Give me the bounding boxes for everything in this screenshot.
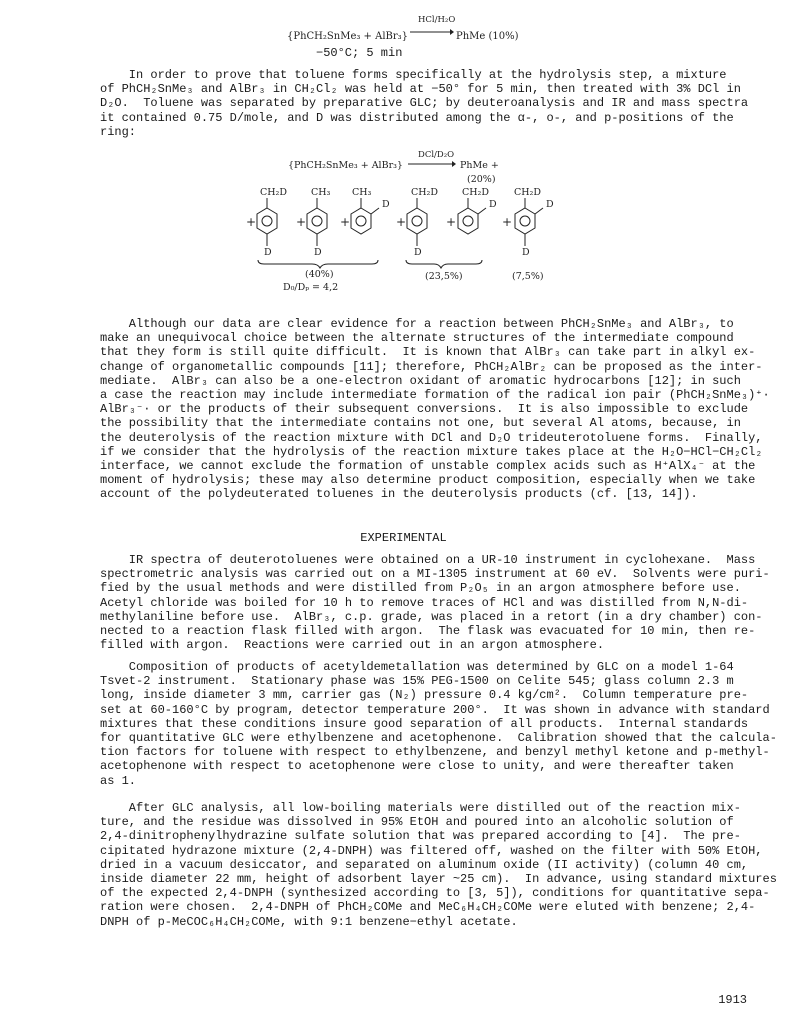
plus-3: + bbox=[340, 215, 351, 229]
ring6-para-d: D bbox=[522, 247, 530, 258]
substituent-1: CH₂D bbox=[260, 187, 287, 198]
eq2-yield: (20%) bbox=[467, 174, 496, 185]
substituent-6: CH₂D bbox=[514, 187, 541, 198]
group1-ratio: D₀/Dₚ = 4,2 bbox=[283, 282, 339, 293]
plus-4: + bbox=[396, 215, 407, 229]
eq1-reactant: {PhCH₂SnMe₃ + AlBr₃} bbox=[287, 31, 409, 42]
ring6-ortho-d: D bbox=[546, 199, 554, 210]
paragraph-5: After GLC analysis, all low-boiling materials were distilled out of the reaction mix- ture, and the residue was dissolved in 95% EtOH and poured into an alcoholic solution of 2,4-dinitrophenylhydrazine sulfate solution that was prepared according to [4]. The pre- cipitated hydrazone mixture (2,4-DNPH) was filtered off, washed on the filter with 50% EtOH, dried in a vacuum desiccator, and separated on aluminum oxide (II activity) (column 40 cm, inside diameter 22 mm, height of adsorbent layer ~25 cm). In advance, using standard mixtures of the expected 2,4-DNPH (synthesized according to [3, 5]), conditions for quantitative sepa- ration were chosen. 2,4-DNPH of PhCH₂COMe and MeC₆H₄CH₂COMe were eluted with benzene; 2,4- DNPH of p-MeCOC₆H₄CH₂COMe, with 9:1 benzene−ethyl acetate. bbox=[100, 801, 777, 929]
group-braces bbox=[256, 258, 496, 270]
substituent-5: CH₂D bbox=[462, 187, 489, 198]
paragraph-3: IR spectra of deuterotoluenes were obtained on a UR-10 instrument in cyclohexane. Mass spectrometric analysis was carried out on a MI-1305 instrument at 60 eV. Solvents were puri- fied by the usual methods and were distilled from P₂O₅ in an argon atmosphere before use. Acetyl chloride was boiled for 10 h to remove traces of HCl and was distilled from N,N-di- methylaniline before use. AlBr₃, c.p. grade, was placed in a retort (in a dry chamber) con- nected to a reaction flask filled with argon. The flask was evacuated for 10 min, then re- filled with argon. Reactions were carried out in an argon atmosphere. bbox=[100, 553, 770, 653]
paragraph-4: Composition of products of acetyldemetallation was determined by GLC on a model 1-64 Tsvet-2 instrument. Stationary phase was 15% PEG-1500 on Celite 545; glass column 2.3 m long, inside diameter 3 mm, carrier gas (N₂) pressure 0.4 kg/cm². Column temperature pre- set at 60-160°C by program, detector temperature 200°. It was shown in advance with standard mixtures that these conditions insure good separation of all products. Internal standards for quantitative GLC were ethylbenzene and acetophenone. Calibration showed that the calcula- tion factors for toluene with respect to ethylbenzene, and benzyl methyl ketone and p-methyl- acetophenone with respect to acetophenone were close to unity, and were thereafter taken as 1. bbox=[100, 660, 777, 788]
eq1-arrow-label: HCl/H₂O bbox=[418, 15, 456, 25]
ring5-ortho-d: D bbox=[489, 199, 497, 210]
paragraph-2: Although our data are clear evidence for a reaction between PhCH₂SnMe₃ and AlBr₃, to make an unequivocal choice between the alternate structures of the intermediate compound that they form is still quite difficult. It is known that AlBr₃ can take part in alkyl ex- change of organometallic compounds [11]; therefore, PhCH₂AlBr₂ can be proposed as the inter- mediate. AlBr₃ can also be a one-electron oxidant of aromatic hydrocarbons [12]; in such a case the reaction may include intermediate formation of the radical ion pair (PhCH₂SnMe₃)⁺· AlBr₃⁻· or the products of their subsequent conversions. It is also impossible to exclude the possibility that the intermediate contains not one, but several Al atoms, because, in the deuterolysis of the reaction mixture with DCl and D₂O trideuterotoluene forms. Finally, if we consider that the hydrolysis of the reaction mixture takes place at the H₂O−HCl−CH₂Cl₂ interface, we cannot exclude the formation of unstable complex acids such as H⁺AlX₄⁻ at the moment of hydrolysis; these may also determine product composition, especially when we take account of the polydeuterated toluenes in the deuterolysis products (cf. [13, 14]). bbox=[100, 317, 770, 502]
plus-2: + bbox=[296, 215, 307, 229]
substituent-2: CH₃ bbox=[311, 187, 331, 198]
plus-1: + bbox=[246, 215, 257, 229]
eq2-reactant: {PhCH₂SnMe₃ + AlBr₃} bbox=[288, 160, 403, 171]
ring4-para-d: D bbox=[414, 247, 422, 258]
plus-5: + bbox=[446, 215, 457, 229]
eq1-conditions: −50°C; 5 min bbox=[316, 46, 403, 60]
eq1-product: PhMe (10%) bbox=[456, 31, 519, 42]
ring1-para-d: D bbox=[264, 247, 272, 258]
eq1-arrow bbox=[410, 27, 454, 37]
page-number: 1913 bbox=[718, 993, 747, 1007]
ring2-para-d: D bbox=[314, 247, 322, 258]
eq2-arrow bbox=[408, 159, 458, 169]
plus-6: + bbox=[502, 215, 513, 229]
paragraph-1: In order to prove that toluene forms specifically at the hydrolysis step, a mixture of PhCH₂SnMe₃ and AlBr₃ in CH₂Cl₂ was held at −50° for 5 min, then treated with 3% DCl in D₂O. Toluene was separated by preparative GLC; by deuteroanalysis and IR and mass spectra it contained 0.75 D/mole, and D was distributed among the α-, o-, and p-positions of the ring: bbox=[100, 68, 749, 139]
substituent-3: CH₃ bbox=[352, 187, 372, 198]
ring3-ortho-d: D bbox=[382, 199, 390, 210]
group2-percent: (23,5%) bbox=[425, 271, 463, 282]
eq2-arrow-label: DCl/D₂O bbox=[418, 150, 455, 160]
section-heading-experimental: EXPERIMENTAL bbox=[360, 531, 447, 545]
eq2-product: PhMe + bbox=[460, 160, 499, 171]
group1-percent: (40%) bbox=[305, 269, 334, 280]
substituent-4: CH₂D bbox=[411, 187, 438, 198]
group3-percent: (7,5%) bbox=[512, 271, 544, 282]
